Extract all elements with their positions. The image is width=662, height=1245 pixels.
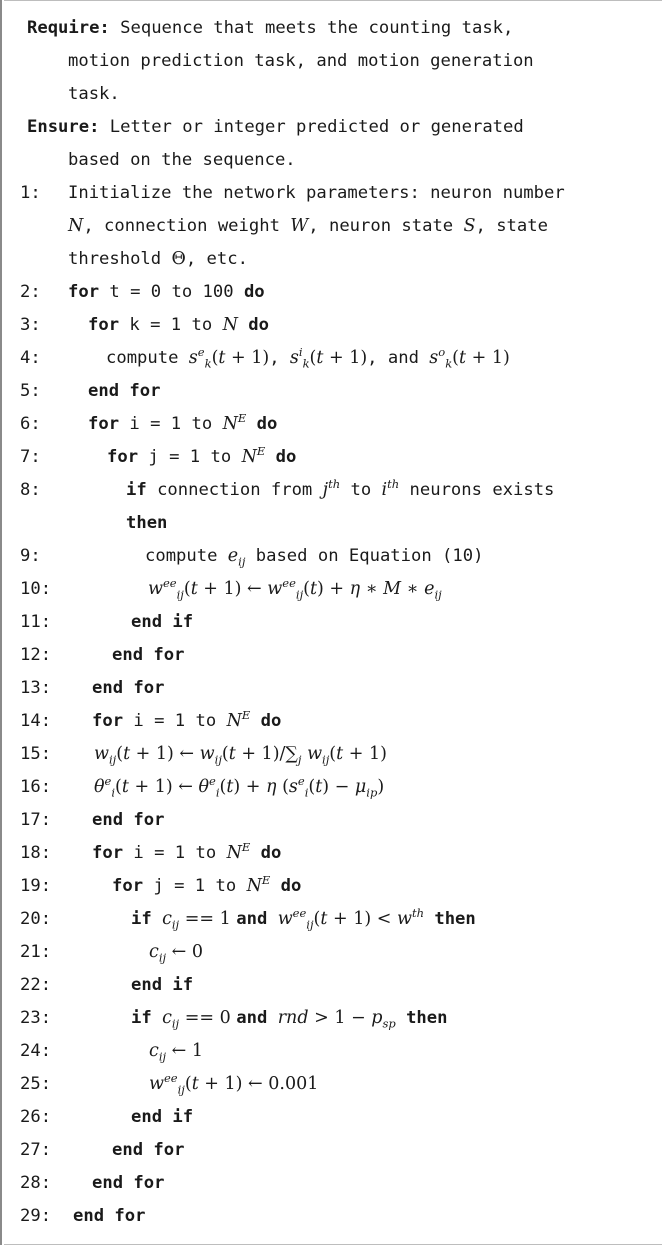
step-number: 15:	[20, 744, 52, 764]
step-number: 14:	[20, 711, 52, 731]
step-1-cont-2	[2, 245, 662, 273]
step-number: 25:	[20, 1074, 52, 1094]
step-text: end for	[112, 1140, 185, 1160]
step-9	[2, 542, 662, 570]
step-text: $w^{ee}_{ij}(t + 1)$ ← 0.001	[149, 1071, 319, 1097]
ensure-line-2	[2, 146, 662, 174]
step-number: 17:	[20, 810, 52, 830]
step-text: end for	[112, 645, 185, 665]
step-23	[2, 1004, 662, 1032]
step-text: end for	[73, 1206, 146, 1226]
step-text: $w_{ij}(t + 1)$ ← $w_{ij}(t + 1)/\sum_j$ $w_{ij}(t + 1)$	[94, 744, 387, 767]
step-number: 26:	[20, 1107, 52, 1127]
step-number: 2:	[20, 282, 41, 302]
step-25	[2, 1070, 662, 1098]
step-number: 7:	[20, 447, 41, 467]
step-27	[2, 1136, 662, 1164]
step-text: compute $s^e_k(t + 1)$, $s^i_k(t + 1)$, and $s^o_k(t + 1)$	[106, 345, 510, 371]
step-20	[2, 905, 662, 933]
step-number: 9:	[20, 546, 41, 566]
step-1-cont-1	[2, 212, 662, 240]
step-number: 27:	[20, 1140, 52, 1160]
step-13	[2, 674, 662, 702]
step-19	[2, 872, 662, 900]
step-number: 21:	[20, 942, 52, 962]
step-text: Initialize the network parameters: neuron number	[68, 183, 565, 203]
step-22	[2, 971, 662, 999]
step-text: end for	[88, 381, 161, 401]
step-text: end if	[131, 1107, 194, 1127]
require-label: Require:	[27, 18, 110, 38]
step-number: 19:	[20, 876, 52, 896]
step-number: 4:	[20, 348, 41, 368]
step-7	[2, 443, 662, 471]
step-number: 24:	[20, 1041, 52, 1061]
step-6	[2, 410, 662, 438]
step-text: for j = 1 to $N^E$ do	[112, 873, 302, 896]
step-text: end if	[131, 612, 194, 632]
step-text: end for	[92, 678, 165, 698]
step-number: 18:	[20, 843, 52, 863]
step-number: 22:	[20, 975, 52, 995]
step-text: then	[126, 513, 168, 533]
step-12	[2, 641, 662, 669]
step-number: 6:	[20, 414, 41, 434]
step-number: 23:	[20, 1008, 52, 1028]
step-text: if connection from $j^{th}$ to $i^{th}$ neurons exists	[126, 477, 555, 500]
ensure-text-1: Letter or integer predicted or generated	[109, 117, 524, 137]
step-text: for k = 1 to N do	[88, 315, 269, 335]
step-text: $w^{ee}_{ij}(t + 1)$ ← $w^{ee}_{ij}(t) + \eta$ ∗ M ∗ $e_{ij}$	[148, 576, 442, 602]
step-number: 1:	[20, 183, 41, 203]
ensure-line-1	[2, 113, 662, 141]
step-28	[2, 1169, 662, 1197]
step-text: $\theta^e_i(t + 1)$ ← $\theta^e_i(t) + \eta$ $(s^e_i(t) - \mu_{ip})$	[94, 774, 385, 800]
step-5	[2, 377, 662, 405]
top-rule	[4, 0, 662, 1]
step-21	[2, 938, 662, 966]
ensure-label: Ensure:	[27, 117, 100, 137]
step-number: 3:	[20, 315, 41, 335]
step-29	[2, 1202, 662, 1230]
step-text: for t = 0 to 100 do	[68, 282, 265, 302]
step-text: if $c_{ij} == 0$ and rnd > $1 - p_{sp}$ then	[131, 1008, 448, 1031]
step-number: 5:	[20, 381, 41, 401]
step-text: N, connection weight W, neuron state S, state	[68, 216, 548, 236]
step-number: 20:	[20, 909, 52, 929]
step-15	[2, 740, 662, 768]
step-16	[2, 773, 662, 801]
step-text: end for	[92, 810, 165, 830]
require-text-3: task.	[68, 84, 120, 104]
step-text: if $c_{ij} == 1$ and $w^{ee}_{ij}(t + 1) < w^{th}$ then	[131, 906, 476, 932]
require-line-2	[2, 47, 662, 75]
step-17	[2, 806, 662, 834]
step-text: for i = 1 to $N^E$ do	[92, 708, 282, 731]
step-text: end for	[92, 1173, 165, 1193]
step-8	[2, 476, 662, 504]
step-number: 13:	[20, 678, 52, 698]
step-number: 8:	[20, 480, 41, 500]
require-text-1: Sequence that meets the counting task,	[120, 18, 514, 38]
step-number: 28:	[20, 1173, 52, 1193]
require-line-1	[2, 14, 662, 42]
step-18	[2, 839, 662, 867]
step-text: for j = 1 to $N^E$ do	[107, 444, 297, 467]
step-text: compute $e_{ij}$ based on Equation (10)	[145, 546, 484, 569]
require-line-3	[2, 80, 662, 108]
step-text: $c_{ij}$ ← 1	[149, 1041, 203, 1064]
step-number: 11:	[20, 612, 52, 632]
require-text-2: motion prediction task, and motion generation	[68, 51, 534, 71]
step-number: 12:	[20, 645, 52, 665]
step-8-cont	[2, 509, 662, 537]
step-14	[2, 707, 662, 735]
step-3	[2, 311, 662, 339]
step-text: end if	[131, 975, 194, 995]
step-24	[2, 1037, 662, 1065]
step-text: for i = 1 to $N^E$ do	[92, 840, 282, 863]
step-text: $c_{ij}$ ← 0	[149, 942, 203, 965]
step-4	[2, 344, 662, 372]
ensure-text-2: based on the sequence.	[68, 150, 296, 170]
step-number: 16:	[20, 777, 52, 797]
step-1	[2, 179, 662, 207]
step-11	[2, 608, 662, 636]
step-26	[2, 1103, 662, 1131]
step-2	[2, 278, 662, 306]
step-number: 29:	[20, 1206, 52, 1226]
step-10	[2, 575, 662, 603]
step-text: threshold Θ, etc.	[68, 249, 248, 269]
step-number: 10:	[20, 579, 52, 599]
step-text: for i = 1 to $N^E$ do	[88, 411, 278, 434]
